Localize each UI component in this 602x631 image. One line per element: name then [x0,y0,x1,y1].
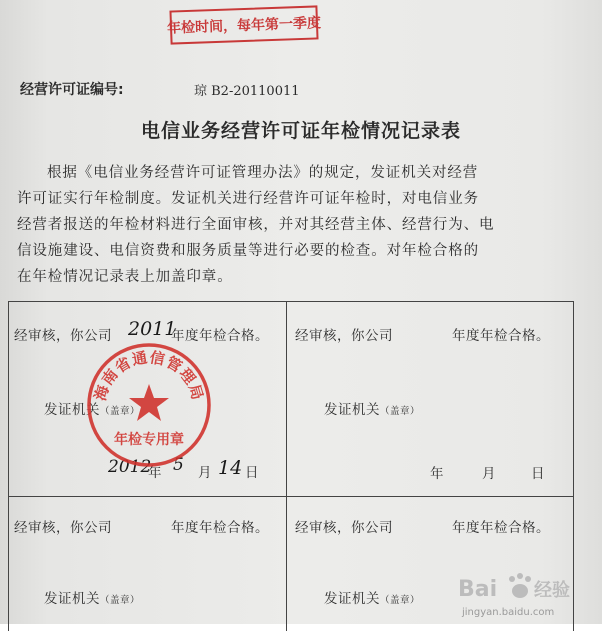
table-border-left [8,301,9,631]
regulation-paragraph [17,160,577,290]
cell-2-date-year-unit: 年 [430,466,444,482]
cell-4-approval-prefix: 经审核，你公司 [295,520,393,536]
cell-1-date-month: 5 [173,455,184,475]
cell-3-seal-note: （盖章） [100,595,141,606]
inspection-time-stamp [166,5,322,44]
cell-2-approval-suffix: 年度年检合格。 [452,328,550,344]
cell-3-issuer [44,587,140,607]
cell-1-date-month-unit: 月 [198,465,212,481]
inspection-time-stamp-text: 年检时间，每年第一季度 [166,15,322,37]
paw-toe-icon [517,573,523,579]
cell-1-date-day: 14 [218,457,243,479]
cell-1-seal-note: （盖章） [100,406,141,417]
cell-1-issuer-label: 发证机关 [44,402,100,418]
permit-number-value: 琼 B2-20110011 [194,84,300,99]
page-title: 电信业务经营许可证年检情况记录表 [140,120,461,142]
cell-1-handwritten-year: 2011 [128,318,177,340]
paragraph-line: 信设施建设、电信资费和服务质量等进行必要的检查。对年检合格的 [17,243,479,259]
cell-1-approval-prefix: 经审核，你公司 [14,328,112,344]
cell-4-issuer [324,587,420,607]
watermark-jingyan-text: 经验 [534,580,570,601]
table-row-divider [8,496,574,497]
watermark-url: jingyan.baidu.com [462,607,555,618]
cell-2-seal-note: （盖章） [380,406,421,417]
cell-1-date-year-unit: 年 [148,465,162,481]
seal-star-icon [129,384,169,421]
cell-1-approval-suffix: 年度年检合格。 [171,328,269,344]
paw-toe-icon [525,576,531,582]
cell-4-approval-suffix: 年度年检合格。 [452,520,550,536]
cell-4-seal-note: （盖章） [380,595,421,606]
paragraph-line: 根据《电信业务经营许可证管理办法》的规定，发证机关对经营 [47,165,479,181]
cell-2-date-day-unit: 日 [531,466,545,482]
table-border-top [8,301,574,302]
seal-bottom-text: 年检专用章 [114,432,184,448]
official-seal [84,340,214,470]
cell-2-date-month-unit: 月 [482,466,496,482]
cell-3-issuer-label: 发证机关 [44,591,100,607]
cell-1-date-day-unit: 日 [245,465,259,481]
paragraph-line: 经营者报送的年检材料进行全面审核，并对其经营主体、经营行为、电 [17,217,495,233]
cell-2-approval-prefix: 经审核，你公司 [295,328,393,344]
paragraph-line: 许可证实行年检制度。发证机关进行经营许可证年检时，对电信业务 [17,191,479,207]
cell-3-approval-prefix: 经审核，你公司 [14,520,112,536]
permit-number-label: 经营许可证编号: [20,82,124,98]
permit-number-row [20,79,300,99]
table-column-divider [286,301,287,631]
paw-pad-icon [512,584,528,598]
cell-3-approval-suffix: 年度年检合格。 [171,520,269,536]
cell-2-issuer [324,398,420,418]
watermark-logo-text: Bai [458,577,498,602]
paw-toe-icon [509,576,515,582]
cell-1-date-year: 2012 [108,457,152,477]
cell-2-issuer-label: 发证机关 [324,402,380,418]
paragraph-line: 在年检情况记录表上加盖印章。 [17,269,233,285]
cell-4-issuer-label: 发证机关 [324,591,380,607]
seal-arc-text: 海南省通信管理局 [91,348,207,403]
